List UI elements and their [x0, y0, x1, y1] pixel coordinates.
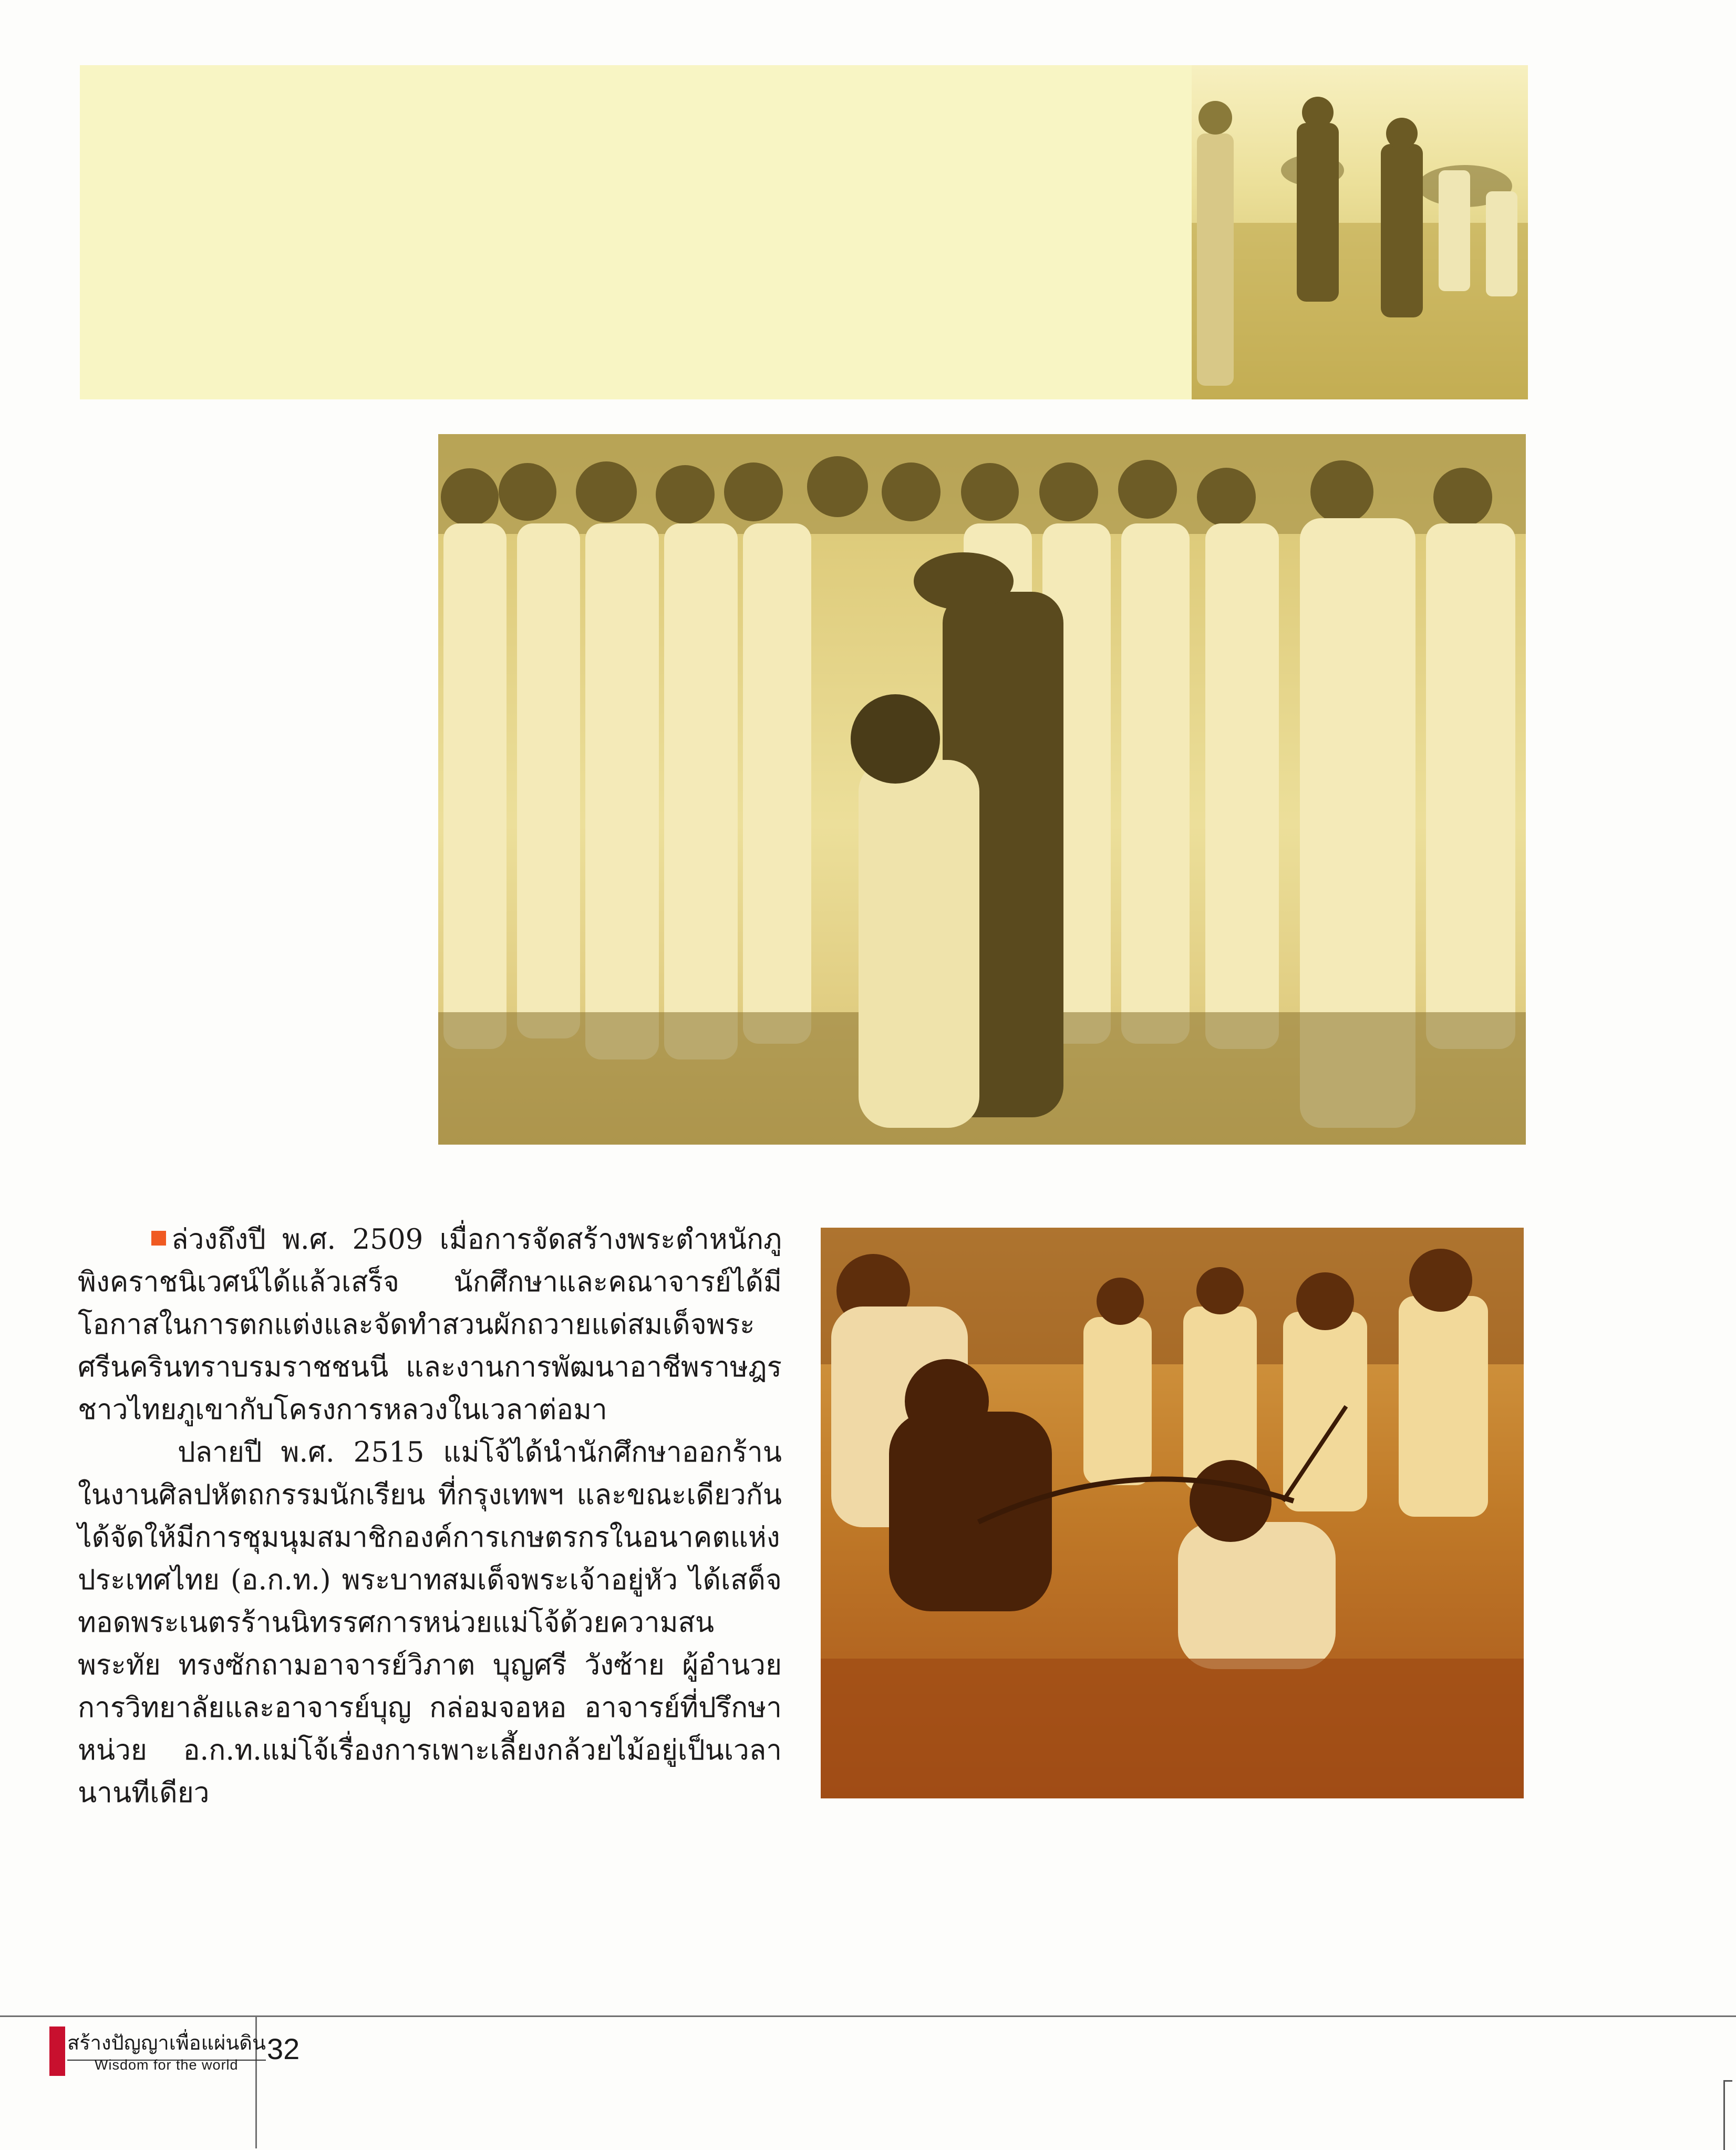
paragraph-1-text: ล่วงถึงปี พ.ศ. 2509 เมื่อการจัดสร้างพระตำหนักภูพิงคราชนิเวศน์ได้แล้วเสร็จ นักศึกษาและคณาจารย์ได้มีโอกาสในการตกแต่งและจัดทำสวนผักถวายแด่สมเด็จพระศรีนครินทราบรมราชชนนี และงานการพัฒนาอาชีพราษฎรชาวไทยภูเขากับโครงการหลวงในเวลาต่อมา: [78, 1223, 782, 1426]
students-ceremony-photo: [438, 434, 1526, 1145]
officials-walking-photo: [1192, 65, 1528, 399]
page-number: 32: [267, 2032, 300, 2065]
orange-bullet-icon: [151, 1231, 166, 1246]
top-color-band: [80, 65, 1192, 399]
footer-title-english: Wisdom for the world: [95, 2057, 239, 2073]
body-text: [78, 1218, 782, 1814]
footer-red-mark: [49, 2026, 65, 2076]
footer-divider: [0, 2015, 1736, 2017]
gardening-photo: [821, 1228, 1524, 1798]
crop-mark: [1723, 2080, 1732, 2150]
paragraph-1: [78, 1218, 782, 1431]
footer-title-thai: สร้างปัญญาเพื่อแผ่นดิน: [67, 2026, 266, 2061]
paragraph-2: ปลายปี พ.ศ. 2515 แม่โจ้ได้นำนักศึกษาออกร้านในงานศิลปหัตถกรรมนักเรียน ที่กรุงเทพฯ และขณะเดียวกันได้จัดให้มีการชุมนุมสมาชิกองค์การเกษตรกรในอนาคตแห่งประเทศไทย (อ.ก.ท.) พระบาทสมเด็จพระเจ้าอยู่หัว ได้เสด็จทอดพระเนตรร้านนิทรรศการหน่วยแม่โจ้ด้วยความสนพระทัย ทรงซักถามอาจารย์วิภาต บุญศรี วังซ้าย ผู้อำนวยการวิทยาลัยและอาจารย์บุญ กล่อมจอหอ อาจารย์ที่ปรึกษาหน่วย อ.ก.ท.แม่โจ้เรื่องการเพาะเลี้ยงกล้วยไม้อยู่เป็นเวลานานทีเดียว: [78, 1436, 782, 1809]
